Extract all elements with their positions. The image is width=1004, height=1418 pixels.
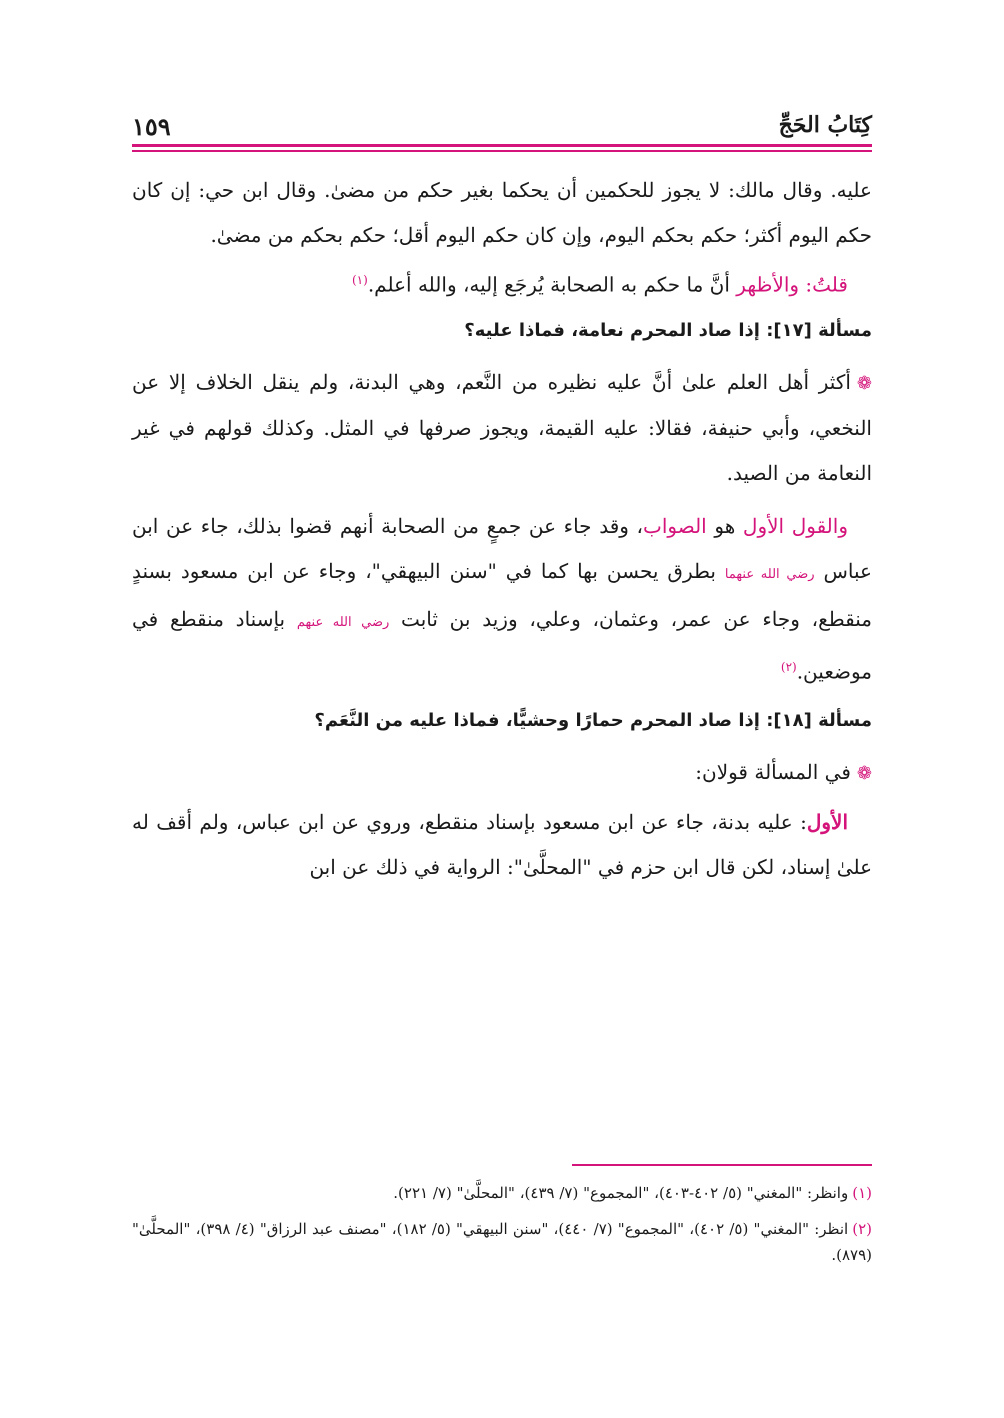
paragraph-1: عليه. وقال مالك: لا يجوز للحكمين أن يحكما بغير حكم من مضىٰ. وقال ابن حي: إن كان حكم اليوم أكثر؛ حكم بحكم اليوم، وإن كان حكم اليوم أقل؛ حكم بحكم من مضىٰ.	[132, 178, 872, 247]
flower-ornament-icon: ❁	[856, 372, 872, 394]
paragraph-6-lead: الأول	[806, 810, 848, 835]
paragraph-4-lead: والقول الأول	[742, 513, 848, 538]
paragraph-4-mid: هو	[706, 513, 743, 538]
paragraph-6-text: : عليه بدنة، جاء عن ابن مسعود بإسناد منقطع، وروي عن ابن عباس، ولم أقف له علىٰ إسناد، لكن قال ابن حزم في "المحلَّىٰ": الرواية في ذلك عن ابن	[132, 810, 872, 880]
header-rule	[132, 144, 872, 154]
page-body	[132, 168, 872, 890]
footnote-1	[132, 1180, 872, 1206]
footnote-1-number: (١)	[852, 1184, 872, 1202]
header-rule-thick	[132, 144, 872, 147]
paragraph-3	[132, 360, 872, 496]
paragraph-6	[132, 800, 872, 890]
paragraph-4-text1: ، وقد جاء عن جمعٍ من الصحابة أنهم قضوا بذلك، جاء عن ابن عباس	[132, 513, 872, 583]
footnote-ref-1[interactable]: (١)	[351, 273, 368, 287]
footnote-divider	[572, 1164, 872, 1166]
page-header	[132, 112, 872, 148]
paragraph-5-text: في المسألة قولان:	[695, 760, 851, 785]
question-17-heading	[132, 314, 872, 348]
question-18-text: إذا صاد المحرم حمارًا وحشيًّا، فماذا عليه من النَّعَم؟	[314, 710, 760, 732]
question-17-text: إذا صاد المحرم نعامة، فماذا عليه؟	[464, 319, 760, 341]
book-title: كِتَابُ الحَجِّ	[778, 112, 872, 138]
honorific-1: رضي الله عنهما	[724, 566, 815, 582]
footnote-2-text: انظر: "المغني" (٥/ ٤٠٢)، "المجموع" (٧/ ٤٤٠)، "سنن البيهقي" (٥/ ١٨٢)، "مصنف عبد الرزاق" (٤/ ٣٩٨)، "المحلَّىٰ" (٨٧٩).	[132, 1220, 872, 1264]
header-rule-thin	[132, 150, 872, 152]
paragraph-4-lead2: الصواب	[643, 513, 707, 538]
paragraph-4-text3: بإسناد منقطع في موضعين.	[132, 606, 872, 684]
footnote-ref-2[interactable]: (٢)	[780, 659, 797, 674]
question-18-heading	[132, 704, 872, 738]
paragraph-4-text2: بطرق يحسن بها كما في "سنن البيهقي"، وجاء عن ابن مسعود بسندٍ منقطع، وجاء عن عمر، وعثمان، وعلي، وزيد بن ثابت	[132, 558, 872, 631]
honorific-2: رضي الله عنهم	[296, 614, 390, 630]
footnotes	[132, 1180, 872, 1278]
question-18-label: مسألة [١٨]:	[766, 710, 872, 732]
paragraph-2-lead: قلتُ: والأظهر	[736, 272, 848, 297]
paragraph-4	[132, 504, 872, 695]
footnote-2	[132, 1216, 872, 1268]
flower-ornament-icon: ❁	[856, 763, 872, 785]
paragraph-5	[132, 750, 872, 796]
footnote-2-number: (٢)	[852, 1220, 872, 1238]
footnote-1-text: وانظر: "المغني" (٥/ ٤٠٢-٤٠٣)، "المجموع" (٧/ ٤٣٩)، "المحلَّىٰ" (٧/ ٢٢١).	[393, 1184, 849, 1202]
paragraph-2-text: أنَّ ما حكم به الصحابة يُرجَع إليه، والله أعلم.	[367, 272, 737, 297]
page-number: ١٥٩	[132, 112, 171, 141]
paragraph-2	[132, 258, 872, 308]
question-17-label: مسألة [١٧]:	[766, 319, 872, 341]
book-page	[132, 0, 872, 1418]
paragraph-3-text: أكثر أهل العلم علىٰ أنَّ عليه نظيره من النَّعم، وهي البدنة، ولم ينقل الخلاف إلا عن النخعي، وأبي حنيفة، فقالا: عليه القيمة، ويجوز صرفها في المثل. وكذلك قولهم في غير النعامة من الصيد.	[132, 369, 872, 485]
